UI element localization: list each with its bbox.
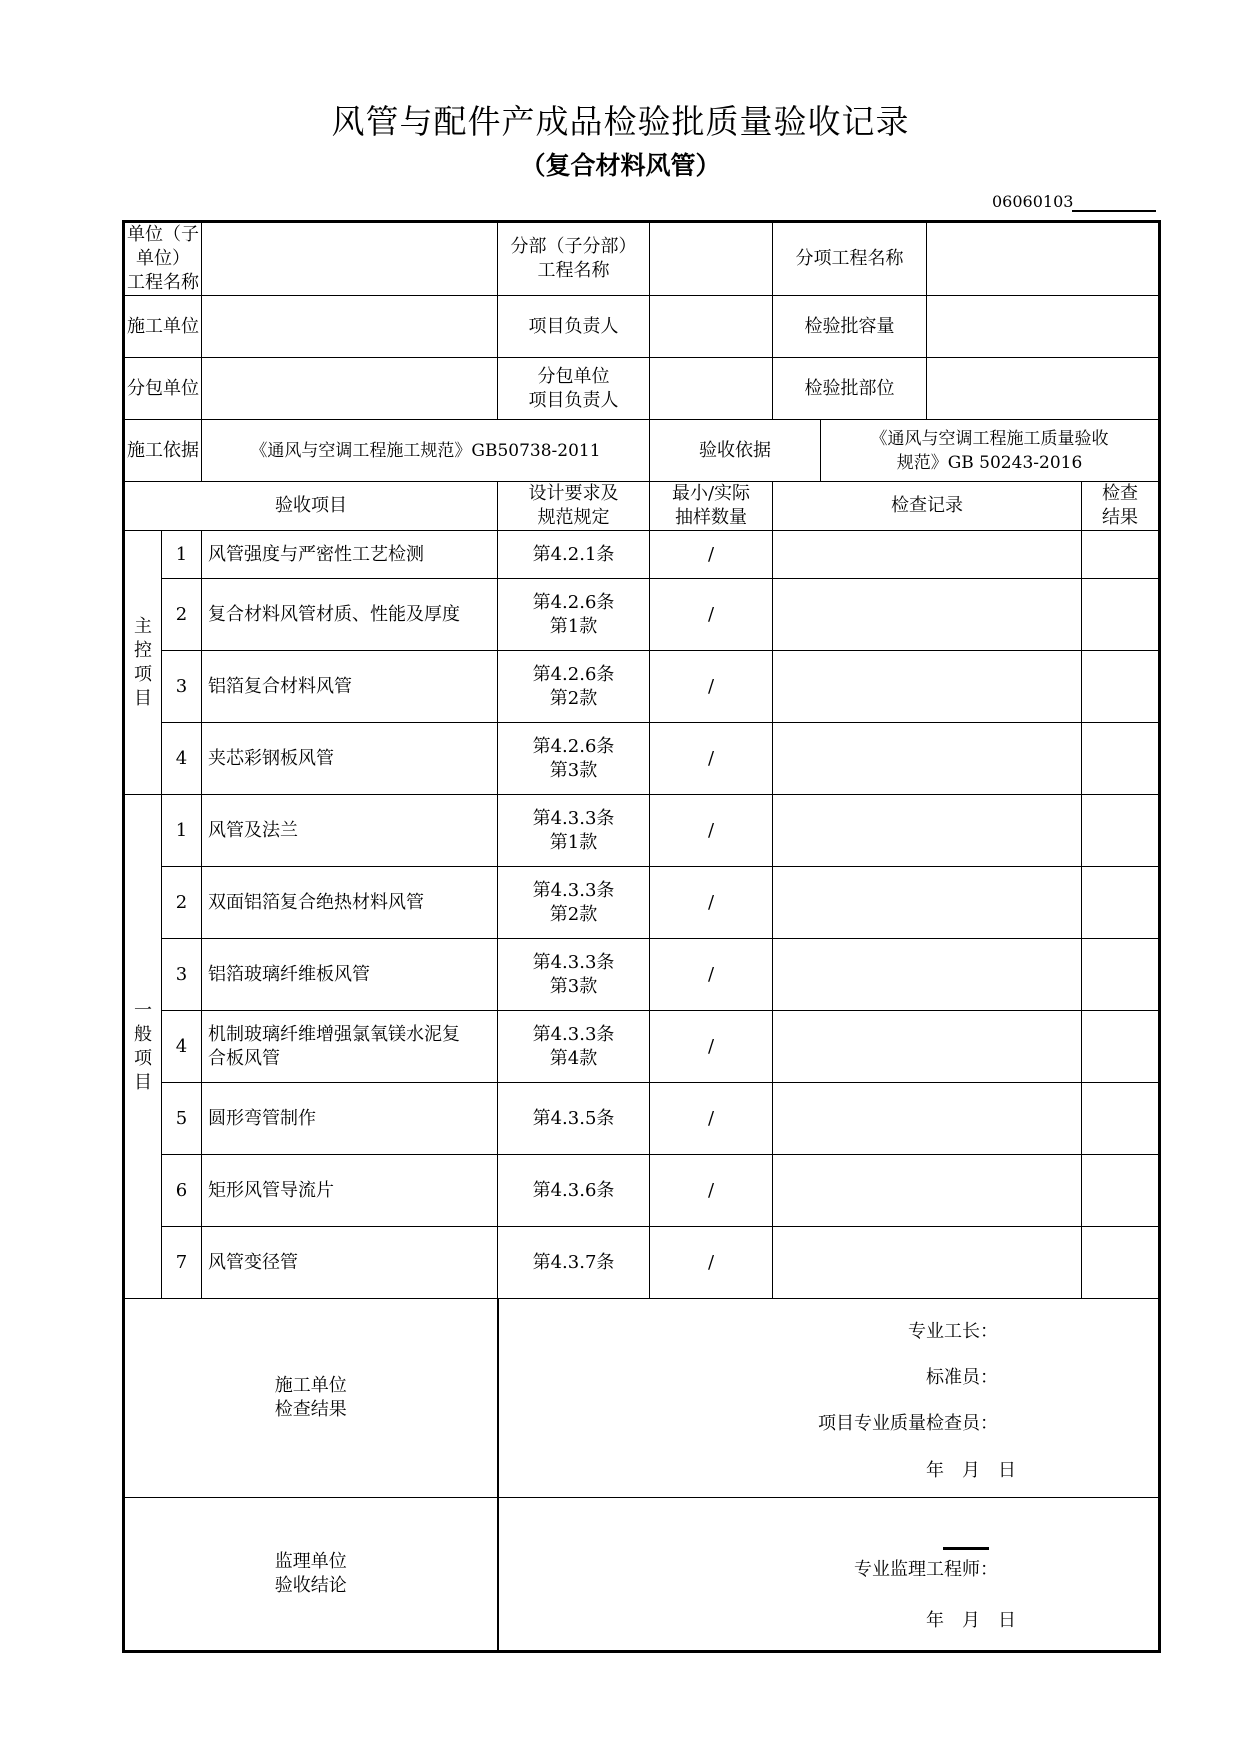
table-row [124,1083,1160,1155]
item-number: 4 [162,1011,202,1083]
column-header-row [124,482,1160,531]
item-clause: 第4.3.3条 第1款 [498,795,650,867]
form-code-blank-line[interactable] [1072,210,1156,212]
col-header-design: 设计要求及 规范规定 [498,482,650,531]
item-result[interactable] [1082,867,1160,939]
item-result[interactable] [1082,579,1160,651]
item-sample[interactable]: / [650,1083,773,1155]
table-row [124,867,1160,939]
item-record[interactable] [773,1227,1082,1299]
item-clause: 第4.3.3条 第2款 [498,867,650,939]
subcontractor-field[interactable] [202,358,498,420]
construction-basis-value: 《通风与空调工程施工规范》GB50738-2011 [202,420,650,482]
item-name: 风管变径管 [202,1227,498,1299]
item-result[interactable] [1082,939,1160,1011]
main-control-group-label: 主 控 项 目 [124,531,162,795]
acceptance-basis-value: 《通风与空调工程施工质量验收 规范》GB 50243-2016 [821,420,1160,482]
col-header-item: 验收项目 [124,482,498,531]
item-result[interactable] [1082,1011,1160,1083]
item-name: 夹芯彩钢板风管 [202,723,498,795]
batch-location-field[interactable] [927,358,1160,420]
item-sample[interactable]: / [650,1155,773,1227]
table-row [124,723,1160,795]
item-clause: 第4.3.3条 第4款 [498,1011,650,1083]
supervisor-date-label: 年 月 日 [926,1610,1016,1631]
supervisor-check-area[interactable] [498,1498,1160,1652]
subdivision-name-label: 分部（子分部） 工程名称 [498,222,650,296]
sub-project-manager-field[interactable] [650,358,773,420]
item-number: 3 [162,651,202,723]
contractor-check-label: 施工单位 检查结果 [124,1299,498,1498]
item-sample[interactable]: / [650,867,773,939]
subcontractor-label: 分包单位 [124,358,202,420]
item-sample[interactable]: / [650,723,773,795]
item-record[interactable] [773,939,1082,1011]
contractor-field[interactable] [202,296,498,358]
item-name: 铝箔玻璃纤维板风管 [202,939,498,1011]
form-title: 风管与配件产成品检验批质量验收记录 [331,102,910,141]
item-record[interactable] [773,1155,1082,1227]
item-clause: 第4.2.6条 第1款 [498,579,650,651]
table-row [124,651,1160,723]
header-row-contractor [124,296,1160,358]
table-row [124,579,1160,651]
supervisor-check-label: 监理单位 验收结论 [124,1498,498,1652]
item-name: 铝箔复合材料风管 [202,651,498,723]
item-number: 7 [162,1227,202,1299]
contractor-date-label: 年 月 日 [926,1460,1016,1481]
general-group-label: 一 般 项 目 [124,795,162,1299]
item-name: 机制玻璃纤维增强氯氧镁水泥复 合板风管 [202,1011,498,1083]
col-header-record: 检查记录 [773,482,1082,531]
acceptance-basis-label: 验收依据 [650,420,821,482]
table-row [124,1011,1160,1083]
item-number: 1 [162,795,202,867]
item-sample[interactable]: / [650,579,773,651]
item-record[interactable] [773,867,1082,939]
item-clause: 第4.2.6条 第3款 [498,723,650,795]
item-name: 复合材料风管材质、性能及厚度 [202,579,498,651]
table-row [124,531,1160,579]
header-row-basis [124,420,1160,482]
item-number: 5 [162,1083,202,1155]
item-number: 2 [162,579,202,651]
signature-mark [943,1547,989,1550]
quality-inspector-label: 项目专业质量检查员： [818,1413,998,1434]
col-header-result: 检查 结果 [1082,482,1160,531]
item-result[interactable] [1082,651,1160,723]
item-sample[interactable]: / [650,531,773,579]
item-result[interactable] [1082,1155,1160,1227]
standards-officer-label: 标准员： [926,1367,998,1388]
item-clause: 第4.3.6条 [498,1155,650,1227]
inspection-form-table [122,220,1161,1653]
supervisor-check-row [124,1498,1160,1652]
contractor-check-area[interactable] [498,1299,1160,1498]
item-sample[interactable]: / [650,939,773,1011]
batch-capacity-field[interactable] [927,296,1160,358]
subitem-name-field[interactable] [927,222,1160,296]
foreman-label: 专业工长： [908,1321,998,1342]
item-clause: 第4.3.3条 第3款 [498,939,650,1011]
unit-project-name-label: 单位（子单位） 工程名称 [124,222,202,296]
table-row [124,1155,1160,1227]
project-manager-field[interactable] [650,296,773,358]
item-record[interactable] [773,531,1082,579]
item-clause: 第4.3.5条 [498,1083,650,1155]
item-record[interactable] [773,723,1082,795]
batch-capacity-label: 检验批容量 [773,296,927,358]
item-clause: 第4.2.1条 [498,531,650,579]
item-sample[interactable]: / [650,651,773,723]
item-number: 3 [162,939,202,1011]
item-result[interactable] [1082,795,1160,867]
form-subtitle: （复合材料风管） [520,151,721,180]
item-number: 2 [162,867,202,939]
table-row [124,795,1160,867]
item-record[interactable] [773,795,1082,867]
item-name: 风管强度与严密性工艺检测 [202,531,498,579]
header-row-subcontractor [124,358,1160,420]
item-name: 双面铝箔复合绝热材料风管 [202,867,498,939]
item-clause: 第4.2.6条 第2款 [498,651,650,723]
item-number: 6 [162,1155,202,1227]
supervising-engineer-label: 专业监理工程师： [854,1559,998,1580]
contractor-label: 施工单位 [124,296,202,358]
subdivision-name-field[interactable] [650,222,773,296]
item-name: 圆形弯管制作 [202,1083,498,1155]
item-sample[interactable]: / [650,1227,773,1299]
item-name: 矩形风管导流片 [202,1155,498,1227]
header-row-project [124,222,1160,296]
table-row [124,939,1160,1011]
unit-project-name-field[interactable] [202,222,498,296]
item-record[interactable] [773,1011,1082,1083]
item-sample[interactable]: / [650,1011,773,1083]
item-name: 风管及法兰 [202,795,498,867]
item-sample[interactable]: / [650,795,773,867]
item-result[interactable] [1082,1083,1160,1155]
item-number: 1 [162,531,202,579]
form-code: 06060103 [992,192,1074,211]
item-record[interactable] [773,579,1082,651]
item-clause: 第4.3.7条 [498,1227,650,1299]
item-record[interactable] [773,651,1082,723]
project-manager-label: 项目负责人 [498,296,650,358]
table-row [124,1227,1160,1299]
contractor-check-row [124,1299,1160,1498]
item-record[interactable] [773,1083,1082,1155]
subitem-name-label: 分项工程名称 [773,222,927,296]
col-header-sample: 最小/实际 抽样数量 [650,482,773,531]
item-result[interactable] [1082,531,1160,579]
item-result[interactable] [1082,1227,1160,1299]
item-result[interactable] [1082,723,1160,795]
sub-project-manager-label: 分包单位 项目负责人 [498,358,650,420]
item-number: 4 [162,723,202,795]
construction-basis-label: 施工依据 [124,420,202,482]
batch-location-label: 检验批部位 [773,358,927,420]
